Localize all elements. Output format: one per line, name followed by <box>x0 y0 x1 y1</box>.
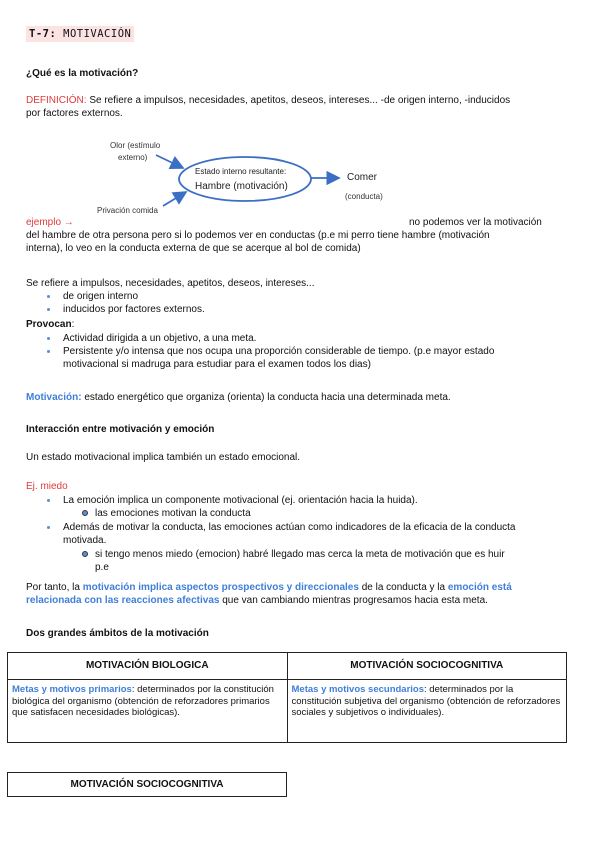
title-code: T-7: <box>29 28 57 40</box>
provocan-item-2a: Persistente y/o intensa que nos ocupa una proporción considerable de tiempo. (p.e mayor estado <box>63 346 495 357</box>
deprivation-label: Privación comida <box>97 206 158 215</box>
list-item: de origen interno <box>26 290 586 303</box>
table-header-sociocognitiva: MOTIVACIÓN SOCIOCOGNITIVA <box>287 653 567 680</box>
definition-text-1: Se refiere a impulsos, necesidades, apetitos, deseos, intereses... -de origen interno, -inducidos <box>86 95 511 106</box>
table-row <box>8 680 567 743</box>
conclusion-highlight-1: motivación implica aspectos prospectivos y direccionales <box>82 582 359 593</box>
provocan-label-text: Provocan <box>26 319 72 330</box>
conclusion-highlight-2a: emoción está <box>447 582 512 593</box>
conclusion-2: de la conducta y la <box>358 582 448 593</box>
fear-item-2b: motivada. <box>63 535 107 546</box>
refiere-list <box>26 290 586 316</box>
provocan-label <box>26 318 74 331</box>
fear-item-list-2 <box>26 521 586 547</box>
page-title <box>26 26 134 42</box>
conclusion-1: Por tanto, la <box>26 582 83 593</box>
interaction-text: Un estado motivacional implica también un estado emocional. <box>26 452 301 463</box>
cell-label-primarios: Metas y motivos primarios <box>12 684 132 695</box>
fear-example-list <box>26 494 586 574</box>
ambitos-table <box>7 652 567 743</box>
interaction-heading: Interacción entre motivación y emoción <box>26 424 215 435</box>
internal-state-label: Estado interno resultante: <box>195 167 287 176</box>
deprivation-arrow <box>163 192 186 206</box>
example-line-2: del hambre de otra persona pero si lo podemos ver en conductas (p.e mi perro tiene hambre (motivación <box>26 230 490 241</box>
conclusion-paragraph <box>26 581 586 607</box>
provocan-colon: : <box>71 319 75 330</box>
fear-item-list <box>26 494 586 507</box>
stimulus-arrow <box>156 155 183 168</box>
motivation-text: estado energético que organiza (orienta) la conducta hacia una determinada meta. <box>81 392 451 403</box>
list-item: La emoción implica un componente motivacional (ej. orientación hacia la huida). <box>26 494 586 507</box>
table-cell-biologica <box>8 680 288 743</box>
fear-sublist-2 <box>26 548 586 574</box>
table-row <box>8 653 567 680</box>
example-text-right: no podemos ver la motivación <box>409 217 542 228</box>
sociocognitiva-box: MOTIVACIÓN SOCIOCOGNITIVA <box>7 772 287 797</box>
list-item <box>26 345 586 371</box>
title-text: MOTIVACIÓN <box>63 28 132 40</box>
example-line-3: interna), lo veo en la conducta externa de que se acerque al bol de comida) <box>26 243 361 254</box>
motivation-diagram <box>0 138 420 216</box>
question-heading: ¿Qué es la motivación? <box>26 68 139 79</box>
list-item: las emociones motivan la conducta <box>26 507 586 520</box>
definition-text-2: por factores externos. <box>26 108 123 119</box>
stimulus-label-1: Olor (estímulo <box>110 141 161 150</box>
example-label: ejemplo → <box>26 217 74 228</box>
cell-text-primarios: : determinados por la constitución biológica del organismo (obtención de reforzadores primarios que satisfacen necesidades biológicas). <box>12 684 274 718</box>
ambitos-heading: Dos grandes ámbitos de la motivación <box>26 628 209 639</box>
cell-label-secundarios: Metas y motivos secundarios <box>291 684 425 695</box>
motivation-label: Motivación: <box>26 392 82 403</box>
motivation-definition <box>26 391 586 404</box>
conclusion-3: que van cambiando mientras progresamos hacia esta meta. <box>219 595 488 606</box>
list-item: Actividad dirigida a un objetivo, a una meta. <box>26 332 586 345</box>
internal-state-ellipse <box>179 157 311 201</box>
list-item: inducidos por factores externos. <box>26 303 586 316</box>
fear-sub-2b: p.e <box>95 562 109 573</box>
behavior-label: Comer <box>347 172 378 183</box>
conclusion-highlight-2b: relacionada con las reacciones afectivas <box>26 595 220 606</box>
fear-sub-2a: si tengo menos miedo (emocion) habré llegado mas cerca la meta de motivación que es huir <box>95 549 505 560</box>
definition-paragraph <box>26 94 586 120</box>
definition-label: DEFINICIÓN: <box>26 95 87 106</box>
refiere-line: Se refiere a impulsos, necesidades, apetitos, deseos, intereses... <box>26 278 315 289</box>
stimulus-label-2: externo) <box>118 153 148 162</box>
table-header-biologica: MOTIVACIÓN BIOLOGICA <box>8 653 288 680</box>
fear-example-label: Ej. miedo <box>26 481 68 492</box>
behavior-sublabel: (conducta) <box>345 192 383 201</box>
example-paragraph <box>26 229 586 255</box>
list-item <box>26 521 586 547</box>
provocan-list <box>26 332 586 371</box>
table-cell-sociocognitiva <box>287 680 567 743</box>
provocan-item-2b: motivacional si madruga para estudiar para el examen todos los dias) <box>63 359 371 370</box>
list-item <box>26 548 586 574</box>
fear-sublist <box>26 507 586 520</box>
cell-text-secundarios: : determinados por la constitución subjetiva del organismo (obtención de reforzadores sociales y subjetivos o individuales). <box>291 684 561 718</box>
internal-state-value: Hambre (motivación) <box>195 181 288 192</box>
fear-item-2a: Además de motivar la conducta, las emociones actúan como indicadores de la eficacia de la conducta <box>63 522 516 533</box>
